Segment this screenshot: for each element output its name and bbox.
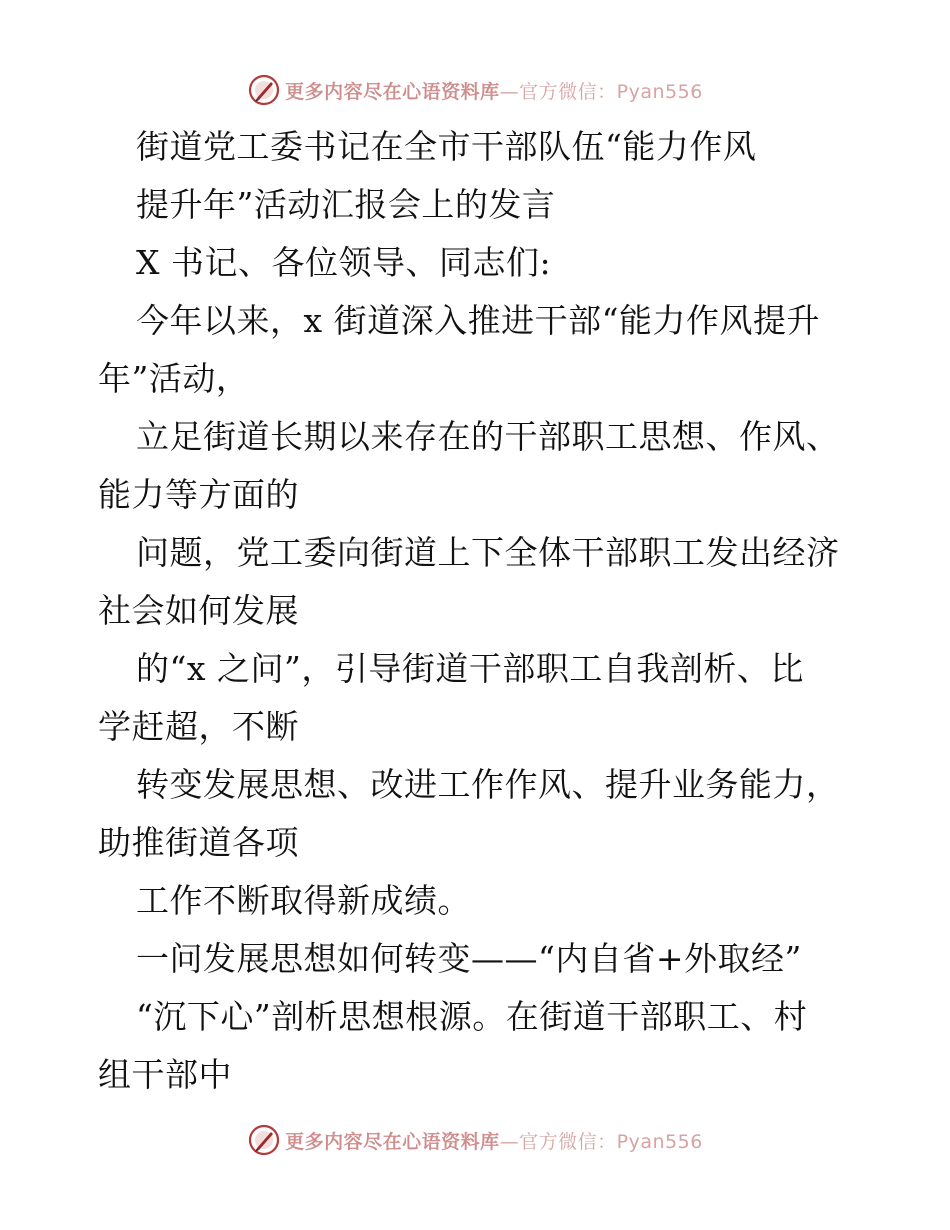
- paragraph-line: 组干部中: [98, 1055, 232, 1094]
- banner-brand: 更多内容尽在心语资料库: [285, 1130, 500, 1153]
- salutation: X 书记、各位领导、同志们:: [136, 243, 552, 282]
- paragraph-line: 社会如何发展: [98, 591, 299, 630]
- paragraph-line: 工作不断取得新成绩。: [136, 881, 471, 920]
- paragraph-line: 立足街道长期以来存在的干部职工思想、作风、: [136, 417, 840, 456]
- paragraph-line: 转变发展思想、改进工作作风、提升业务能力，: [136, 765, 840, 804]
- paragraph-line: 学赶超，不断: [98, 707, 299, 746]
- banner-brand: 更多内容尽在心语资料库: [285, 80, 500, 103]
- paragraph-line: “沉下心”剖析思想根源。在街道干部职工、村: [136, 997, 808, 1036]
- paragraph-line: 年”活动，: [98, 359, 250, 398]
- title-line-1: 街道党工委书记在全市干部队伍“能力作风: [136, 127, 757, 166]
- footer-banner: [0, 1120, 950, 1160]
- title-line-2: 提升年”活动汇报会上的发言: [136, 185, 556, 224]
- header-banner: [0, 70, 950, 110]
- pen-circle-logo-icon: [247, 73, 281, 107]
- section-heading: 一问发展思想如何转变——“内自省+外取经”: [136, 939, 802, 978]
- paragraph-line: 助推街道各项: [98, 823, 299, 862]
- document-body: [98, 118, 858, 1104]
- paragraph-line: 的“x 之问”，引导街道干部职工自我剖析、比: [136, 649, 804, 688]
- banner-suffix: —官方微信：Pyan556: [499, 80, 703, 103]
- paragraph-line: 问题，党工委向街道上下全体干部职工发出经济: [136, 533, 840, 572]
- pen-circle-logo-icon: [247, 1123, 281, 1157]
- banner-suffix: —官方微信：Pyan556: [499, 1130, 703, 1153]
- paragraph-line: 能力等方面的: [98, 475, 299, 514]
- paragraph-line: 今年以来，x 街道深入推进干部“能力作风提升: [136, 301, 820, 340]
